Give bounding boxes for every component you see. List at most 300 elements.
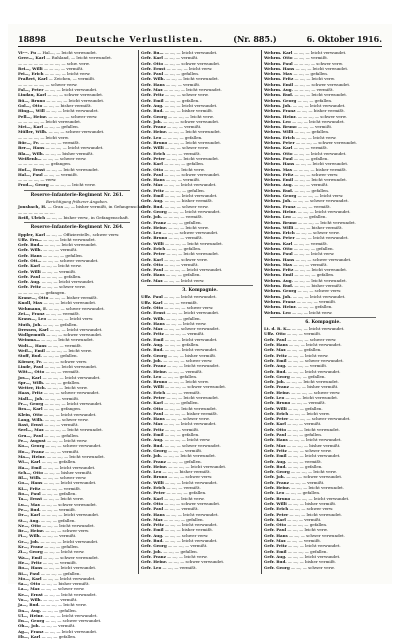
entry-name: Wehrm. Aug. xyxy=(264,182,293,188)
entry-text: — —, — gefallen. xyxy=(42,607,77,613)
entry-text: — — —, — leicht verw. xyxy=(166,65,213,71)
entry-name: Gefr. Franz xyxy=(141,363,166,369)
entry-name: Lt. d. R. K— xyxy=(264,326,291,332)
entry-text: — — — — — — —. xyxy=(18,209,55,215)
entry-name: Gefr. Rud. xyxy=(264,368,287,374)
entry-text: — —, — vermißt. xyxy=(166,81,201,87)
entry-text: — —, — vermißt. xyxy=(168,368,203,374)
entry-text: — —, — leicht verwundet. xyxy=(44,591,97,597)
entry-text: — —, — bisher vermißt. xyxy=(43,102,92,108)
entry-name: Wehrm. Franz xyxy=(264,203,296,209)
entry-text: — —, — leicht verwundet. xyxy=(287,453,341,459)
entry-name: Ri—, Paul xyxy=(18,570,40,576)
entry-text: — —, — leicht verwundet. xyxy=(291,326,345,332)
entry-name: Gefr. Ernst xyxy=(141,310,166,316)
entry-text: — — —, — schwer verw. xyxy=(164,304,214,310)
entry-name: Gol—, Otto xyxy=(18,102,43,108)
entry-text: — —, — gefallen. xyxy=(164,71,200,77)
entry-name: Gefr. Paul xyxy=(264,527,287,533)
entry-name: Wehrm. Joh. xyxy=(264,293,292,299)
entry-name: Gefr. Georg xyxy=(141,208,167,214)
entry-text: — —, — vermißt. xyxy=(162,564,197,570)
entry-text: — —, — leicht verwundet. xyxy=(297,208,351,214)
entry-name: Bla—, Wilh. xyxy=(18,150,45,156)
entry-name: Wehrm. Karl xyxy=(264,240,293,246)
entry-text: — —, — leicht verwundet. xyxy=(43,236,96,242)
entry-name: Gefr. Otto xyxy=(141,405,164,411)
entry-text: — —, — gefallen. xyxy=(292,214,327,220)
entry-name: Gefr. Heinr. xyxy=(141,559,168,565)
entry-name: Gefr. Franz xyxy=(141,458,166,464)
entry-text: — — —, — gefallen. xyxy=(294,272,335,278)
entry-name: Gefr. Emil xyxy=(264,453,287,459)
entry-name: Wolt—, Hans xyxy=(18,342,47,348)
entry-text: — —, — vermißt. xyxy=(43,596,78,602)
entry-name: Bü—, Bruno xyxy=(18,97,46,103)
entry-text: — —, — leicht verwundet. xyxy=(164,294,217,300)
entry-name: Gefr. Otto xyxy=(264,522,287,528)
entry-text: — —, — leicht verw. xyxy=(293,251,335,257)
entry-text: — —, — leicht verw. xyxy=(47,438,88,444)
entry-text: — —, — leicht verwundet. xyxy=(164,102,218,108)
entry-name: Wehrm. Otto xyxy=(264,55,293,61)
entry-name: Uffz. Otto xyxy=(264,331,286,337)
entry-text: — Hal—, — leicht verwundet. xyxy=(37,50,98,55)
entry-text: — —, — schwer verw. xyxy=(291,564,335,570)
entry-name: Gefr. Emil xyxy=(264,357,287,363)
entry-text: — —, — leicht verwundet. xyxy=(295,235,349,241)
entry-name: Gefr. Emil xyxy=(264,548,287,554)
entry-name: Gefr. Peter xyxy=(264,416,289,422)
entry-text: — —, — leicht verwundet. xyxy=(285,395,339,400)
entry-name: Jos—, Karl xyxy=(18,374,42,380)
entry-text: — Ruhland, — leicht verwundet. xyxy=(46,55,112,61)
entry-text: — — —, — gefallen. xyxy=(164,161,205,167)
entry-name: Ta—, Ernst xyxy=(18,496,43,502)
entry-name: Fraßert, Karl xyxy=(18,76,48,82)
entry-text: — —, — leicht verwundet. xyxy=(43,411,97,417)
entry-name: Wehrm. Hans xyxy=(264,161,295,167)
entry-name: Wehrm. Karl xyxy=(264,50,293,55)
entry-text: — —, — gefallen. xyxy=(166,245,202,251)
entry-name: Ag—, Franz xyxy=(18,628,44,634)
entry-text: — — —, — leicht verw. xyxy=(47,316,94,322)
entry-name: Bür—, Fr. xyxy=(18,140,40,146)
entry-text: — —, — leicht verwundet. xyxy=(293,150,347,156)
casualty-section xyxy=(264,320,382,570)
entry-name: Ki—, Fritz xyxy=(18,485,41,491)
entry-name: Linde, Paul xyxy=(18,363,44,369)
entry-text: — — —, — schwer verw. xyxy=(287,336,337,342)
entry-text: — — —, — gefallen. xyxy=(287,522,328,528)
entry-name: Ko—, Georg xyxy=(18,443,45,449)
entry-text: — —, — leicht verwundet. xyxy=(164,538,218,544)
entry-name: Weinma— xyxy=(18,337,40,343)
entry-name: Spr—, Wilh. xyxy=(18,379,45,385)
entry-name: Seel—, Max xyxy=(18,427,44,433)
entry-name: Gefr. Rud. xyxy=(141,108,164,114)
entry-name: Gefr. Heinr. xyxy=(141,368,168,374)
entry-text: — —, — gefallen. xyxy=(164,400,199,406)
entry-text: — —, — schwer verw. xyxy=(296,230,340,236)
entry-text: — —, — bisher vermißt. xyxy=(162,469,211,475)
entry-text: — —, — schwer verwundet. xyxy=(45,443,102,449)
entry-text: — —, — gefallen. xyxy=(297,97,333,103)
entry-text: — — —, — gefallen. xyxy=(162,134,203,140)
entry-name: Gefr. Paul xyxy=(264,432,287,438)
entry-text: — —, — gefallen. xyxy=(288,405,323,411)
entry-text: — —, — leicht verw. xyxy=(43,496,84,502)
entry-text: — — —, — schwer verwundet. xyxy=(289,416,351,422)
entry-text: — — —, — vermißt. xyxy=(165,331,205,337)
entry-text: — —, — schwer verwundet. xyxy=(286,474,343,480)
entry-name: Wehrm. Peter xyxy=(264,235,295,241)
entry-text: — —, — gefallen. xyxy=(41,459,77,465)
entry-text: — —, — gefallen. xyxy=(166,272,201,278)
entry-name: Wehrm. Paul xyxy=(264,60,293,66)
entry-name: Gefr. Otto xyxy=(141,166,164,172)
entry-name: Gefr. Hans xyxy=(141,416,165,422)
entry-name: Pe—, Rud. xyxy=(18,506,41,512)
entry-name: Wehrm. Karl xyxy=(264,145,293,151)
entry-name: Gefr. Franz xyxy=(264,479,289,485)
entry-text: — — —, — leicht verw. xyxy=(40,602,87,608)
entry-name: Ja—, Rud. xyxy=(18,602,40,608)
entry-name: Gefr. Paul xyxy=(264,336,287,342)
entry-text: — —, — vermißt. xyxy=(286,538,322,544)
entry-text: — —, — bisher vermißt. xyxy=(296,108,345,114)
entry-name: Gefr. Otto xyxy=(141,261,164,267)
entry-text: — —, — vermißt. xyxy=(41,623,76,629)
section-title: 3. Kompagnie. xyxy=(182,288,218,294)
entry-name: Gefr. Karl xyxy=(141,55,163,61)
entry-text: — —, — schwer verwundet. xyxy=(289,532,345,538)
entry-name: Gefr. Max xyxy=(141,182,163,188)
entry-text: — — —, — bisher vermißt. xyxy=(164,410,218,416)
casualty-entry xyxy=(141,565,259,570)
entry-text: — —, — leicht verwundet. xyxy=(41,279,95,285)
entry-name: Gefr. Joh. xyxy=(141,548,163,554)
entry-name: Vo—, Wilh. xyxy=(18,596,42,602)
entry-name: Wollgemuth xyxy=(18,332,46,338)
entry-text: — —, — bisher verw., in Gefangenschaft. xyxy=(46,214,130,220)
entry-name: Gefr. Leo xyxy=(141,230,162,236)
entry-text: — —, — bisher vermißt. xyxy=(290,384,339,390)
entry-name: Gefr. Willi xyxy=(264,405,287,411)
entry-text: — —, — schwer verw. xyxy=(297,288,342,294)
entry-name: Gree—, Karl xyxy=(18,55,46,61)
entry-name: Wehrm. Georg xyxy=(264,193,297,199)
entry-text: — —, — leicht verwundet. xyxy=(44,363,98,369)
entry-text: — —, — leicht verwundet. xyxy=(166,76,219,82)
entry-name: Wehrm. Bruno xyxy=(264,219,297,225)
entry-name: Gefr. Peter xyxy=(141,490,166,496)
entry-text: — — —, — leicht verwundet. xyxy=(40,538,99,544)
entry-text: — —, — leicht verwundet. xyxy=(295,161,349,167)
entry-name: Gefr. Max xyxy=(264,538,286,544)
entry-name: Gefr. Georg xyxy=(141,543,167,549)
entry-name: Gefr. Peter xyxy=(141,251,166,257)
entry-name: Gefr. Leo xyxy=(264,490,285,496)
entry-name: Wi—, Karl xyxy=(18,459,41,465)
page-number: 18898 xyxy=(18,34,46,44)
entry-name: Witt—, Otto xyxy=(18,369,45,375)
entry-text: — —, — schwer verwundet. xyxy=(43,554,99,560)
entry-text: — — —, — leicht verwundet. xyxy=(163,87,222,93)
entry-text: — —, — vermißt. xyxy=(42,559,78,565)
entry-text: — —, — bisher vermißt. xyxy=(288,500,337,506)
entry-text: — —, — gefallen. xyxy=(285,490,321,496)
entry-name: Gefr. Willi xyxy=(18,268,41,274)
entry-text: — —, — leicht verwundet. xyxy=(167,363,220,369)
entry-text: — — —, — vermißt. xyxy=(168,543,208,549)
entry-text: — —, — leicht verwundet. xyxy=(294,92,348,98)
entry-text: — — —, — leicht verwundet. xyxy=(46,453,105,459)
entry-name: Stoff, Rud. xyxy=(18,353,42,359)
entry-name: Gefr. Rud. xyxy=(264,463,287,469)
casualty-entry xyxy=(18,215,136,220)
entry-name: Uffz. Paul xyxy=(141,294,163,300)
entry-text: — —, — schwer verwundet. xyxy=(292,198,349,204)
entry-text: — — — —, — leicht verw. xyxy=(18,134,70,140)
entry-name: Gefr. Erich xyxy=(141,485,166,491)
entry-name: Gefr. Joh. xyxy=(141,357,163,363)
entry-text: — —, — leicht verw. xyxy=(44,549,85,555)
entry-text: — —, — leicht verwundet. xyxy=(42,575,96,581)
entry-name: Wehrm. Emil xyxy=(264,81,294,87)
entry-name: Gefr. Aug. xyxy=(141,198,164,204)
entry-name: Bl—, Wilh. xyxy=(18,475,42,481)
entry-text: — —, — leicht verwundet. xyxy=(43,565,97,571)
entry-name: Gefr. Aug. xyxy=(264,363,287,369)
entry-name: Wehrm. Paul xyxy=(264,155,293,161)
entry-name: Lang, Wilh. xyxy=(18,416,44,422)
entry-text: — —, — leicht verwundet. xyxy=(168,129,222,135)
entry-name: Kr—, Franz xyxy=(18,544,44,550)
entry-text: — — —, — leicht verw. xyxy=(49,182,96,188)
entry-name: Gefr. Franz xyxy=(141,124,166,130)
entry-text: — —, — vermißt. xyxy=(290,479,325,485)
entry-name: Gefr. Heinr. xyxy=(264,389,291,395)
entry-text: — — —, — bisher vermißt. xyxy=(293,166,347,172)
entry-text: — —, — vermißt. xyxy=(43,171,79,177)
entry-text: — — —, — leicht verwundet. xyxy=(44,427,103,433)
entry-name: Weißenb— xyxy=(18,155,42,161)
entry-name: Rei—, Willi xyxy=(18,65,43,71)
entry-text: — —, — vermißt. xyxy=(294,182,329,188)
entry-text: — —, — vermißt. xyxy=(293,240,328,246)
entry-name: Gefr. Aug. xyxy=(141,102,164,108)
column-rule xyxy=(138,50,139,574)
entry-text: — —, — leicht verwundet. xyxy=(168,140,222,146)
casualty-section xyxy=(264,50,382,315)
entry-text: — —, — vermißt. xyxy=(287,458,322,464)
entry-text: — —, — schwer verw. xyxy=(288,447,332,453)
entry-name: Gefr. Willi xyxy=(141,145,164,151)
entry-name: Gefr. Emil xyxy=(141,432,164,438)
entry-text: — —, — schwer verw. xyxy=(42,284,86,290)
entry-name: Gefr. Georg xyxy=(264,469,290,475)
entry-name: Wehrm. Max xyxy=(264,71,293,77)
entry-text: — —, — leicht verwundet. xyxy=(286,379,339,385)
entry-name: Gefr. Fritz xyxy=(141,426,164,432)
entry-name: Gefr. Erich xyxy=(264,410,289,416)
entry-text: — —, — leicht verw. xyxy=(164,166,205,172)
entry-text: — — — — — — — —, — schw. verw. xyxy=(18,60,90,66)
entry-name: Wehrm. Georg xyxy=(264,288,297,294)
entry-name: Dressen, Karl xyxy=(18,326,49,332)
section-title: 6. Kompagnie. xyxy=(305,319,341,325)
entry-text: — —, — schwer verwundet. xyxy=(43,390,100,396)
entry-name: Wehrm. Aug. xyxy=(264,277,293,283)
entry-text: — —, — gefallen. xyxy=(294,129,330,135)
entry-text: — —, — leicht verw. xyxy=(168,379,209,385)
entry-text: — —, — vermißt. xyxy=(45,395,80,401)
entry-text: — —, — leicht verwundet. xyxy=(46,108,99,114)
entry-name: Gefr. Leo xyxy=(141,564,162,570)
entry-name: Gefr. Aug. xyxy=(18,279,41,285)
entry-text: — —, — schwer verwundet. xyxy=(163,118,220,124)
entry-name: Gefr. Hans xyxy=(264,532,288,538)
entry-name: Rast, Ernst xyxy=(18,422,44,428)
entry-name: Gefr. Georg xyxy=(264,373,290,379)
entry-text: — —, — leicht verw. xyxy=(47,385,88,391)
entry-text: — —, — leicht verw. xyxy=(41,263,82,269)
entry-text: — — —, — leicht verw. xyxy=(164,437,211,443)
entry-text: — —, — bisher vermißt. xyxy=(287,559,337,565)
entry-name: Wehrm. Otto xyxy=(264,245,293,251)
entry-name: Gefr. Hans xyxy=(264,342,288,348)
entry-text: — —, — leicht verwundet. xyxy=(46,166,100,172)
entry-name: Wehrm. Fritz xyxy=(264,267,294,273)
entry-text: — —, — leicht verwundet. xyxy=(166,155,220,161)
entry-text: — — — — —, — schwer verw. xyxy=(18,81,78,87)
entry-text: — —, — leicht verwundet. xyxy=(292,102,346,108)
entry-text: — —, — leicht verw. xyxy=(166,320,207,326)
entry-text: — —, — vermißt. xyxy=(166,150,201,156)
entry-name: Gefr. Leo xyxy=(264,395,285,400)
entry-name: Go—, Hans xyxy=(18,480,43,486)
entry-name: Gefr. Karl xyxy=(264,421,286,427)
entry-text: — —, — vermißt. xyxy=(286,331,322,337)
entry-text: — —, — leicht verwundet. xyxy=(166,310,220,316)
entry-text: — — —, — vermißt. xyxy=(294,87,334,93)
entry-name: Gefr. Hans xyxy=(141,511,165,517)
casualty-section xyxy=(18,225,136,639)
entry-name: Gefr. Karl xyxy=(141,256,163,262)
entry-text: — — —, — gefallen. xyxy=(43,252,83,258)
entry-name: Gefr. Max xyxy=(141,516,163,522)
entry-name: Wehrm. Georg xyxy=(264,97,297,103)
entry-text: — —, — gefallen. xyxy=(43,353,78,359)
entry-name: Gefr. Bruno xyxy=(141,379,168,385)
entry-name: Vi---. Fu xyxy=(18,50,36,55)
entry-name: Wehrm. Fritz xyxy=(264,76,294,82)
entry-text: — —, — leicht verwundet. xyxy=(44,87,98,93)
entry-text: — —, — schwer verw. xyxy=(42,155,87,161)
entry-name: Gefr. Fritz xyxy=(141,187,164,193)
entry-text: — — —, — leicht verwundet. xyxy=(41,512,100,518)
entry-name: Gefr. Georg xyxy=(141,113,167,119)
entry-name: Gefr. Paul xyxy=(141,410,164,416)
entry-text: — — —, — leicht verwundet. xyxy=(298,219,356,225)
entry-name: Muth, Joh. xyxy=(18,321,42,327)
entry-text: — —, — schwer verwundet. xyxy=(162,230,219,236)
entry-text: — —, — schwer verwundet. xyxy=(164,442,221,448)
entry-text: — —, — bisher vermißt. xyxy=(41,581,90,587)
entry-name: Gefr. Peter xyxy=(141,155,166,161)
entry-text: — —, — gefallen. xyxy=(164,97,200,103)
entry-text: — —, — gefallen. xyxy=(293,71,329,77)
entry-text: — —, — leicht verwundet. xyxy=(42,464,96,470)
entry-name: Hal—, Paul xyxy=(18,171,43,177)
entry-text: — —, — leicht verwundet. xyxy=(164,193,218,199)
entry-text: — —, — leicht verwundet. xyxy=(163,182,217,188)
entry-name: Dr—, Karl xyxy=(18,512,41,518)
entry-name: Gefr. Aug. xyxy=(141,437,164,443)
entry-name: Gefr. Joh. xyxy=(264,379,286,385)
entry-text: — — —, — leicht verw. xyxy=(297,193,344,199)
entry-name: Wehrm. Leo xyxy=(264,214,291,220)
entry-name: Ha—, Emil xyxy=(18,464,42,470)
entry-text: — —, — gefallen. xyxy=(166,315,201,321)
entry-text: — —, — vermißt. xyxy=(293,55,329,61)
entry-text: — —, — vermißt. xyxy=(45,310,80,316)
entry-name: Hof—, Ernst xyxy=(18,166,46,172)
entry-name: Da—, Aug. xyxy=(18,607,42,613)
entry-text: — —, — vermißt. xyxy=(42,268,77,274)
entry-text: — —, — schwer verwundet. xyxy=(45,618,102,624)
entry-text: — —, — leicht verwundet. xyxy=(44,612,98,618)
entry-text: — — —, — vermißt. xyxy=(41,485,82,491)
entry-name: Müller, Wilh. xyxy=(18,129,48,135)
entry-text: — —, — vermißt. xyxy=(164,261,199,267)
entry-name: Eppler, Karl xyxy=(18,231,46,237)
entry-text: — —, — leicht verwundet. xyxy=(289,342,342,348)
entry-name: Gefr. Paul xyxy=(141,71,164,77)
entry-text: — —, — gefallen. xyxy=(287,432,323,438)
entry-name: Gefr. Rud— xyxy=(18,242,44,248)
entry-text: — —, — leicht verwundet. xyxy=(166,251,220,257)
entry-text: — — —, — gefallen. xyxy=(41,273,82,279)
entry-text: — — —, — bisher vermißt. xyxy=(286,442,341,448)
entry-text: — — —, — gefallen. xyxy=(293,245,334,251)
entry-name: Gefr. Willi xyxy=(141,240,164,246)
entry-text: — —, — schwer verw. xyxy=(42,475,87,481)
entry-text: — —, — leicht verwundet. xyxy=(49,326,103,332)
entry-name: Gefr. Bruno xyxy=(141,140,168,146)
entry-name: Wehrm. Aug. xyxy=(264,87,293,93)
entry-name: Gefr. Max xyxy=(141,277,163,283)
entry-text: — —, — gefallen. xyxy=(44,124,79,130)
section-title: Reserve-Infanterie-Regiment Nr. 264. xyxy=(30,225,124,231)
entry-name: Gefr. Hans xyxy=(141,272,165,278)
entry-text: — —, — schwer verwundet. xyxy=(164,60,221,66)
entry-text: — —, — schwer verw. xyxy=(44,416,89,422)
entry-name: St—, Aug. xyxy=(18,517,40,523)
entry-text: — — —, — schwer verw. xyxy=(48,113,98,119)
entry-text: — —, — leicht verwundet. xyxy=(294,267,348,273)
entry-name: Gefr. Max xyxy=(264,347,286,353)
entry-text: — — —, — gefallen. xyxy=(163,516,204,522)
entry-name: Sa—, Otto xyxy=(18,581,41,587)
entry-name: Gefr. Peter xyxy=(141,395,166,400)
entry-name: Gefr. Bruno xyxy=(264,400,291,406)
entry-text: — — —, — gefallen. xyxy=(40,570,81,576)
entry-text: — —, — vermißt. xyxy=(166,389,201,395)
entry-name: Gefr. Leo xyxy=(141,469,162,475)
entry-name: Gefr. Bruno xyxy=(141,235,168,241)
